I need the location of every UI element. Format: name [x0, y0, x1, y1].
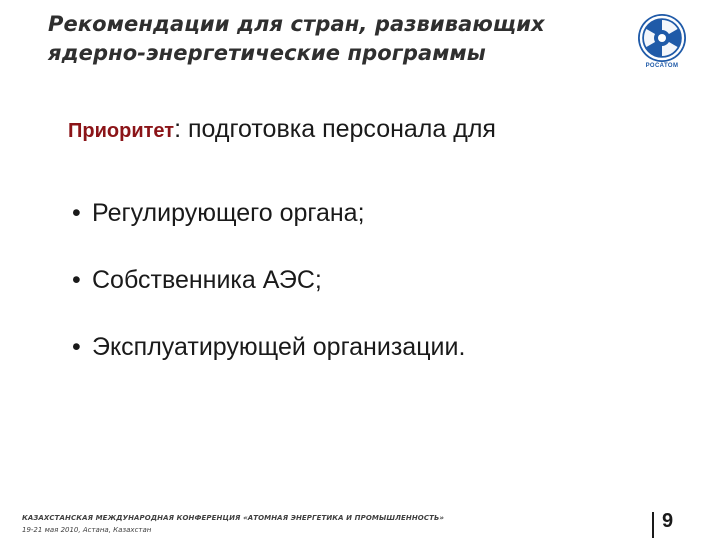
list-item-text: Эксплуатирующей организации. — [92, 333, 466, 361]
priority-statement — [68, 112, 688, 148]
footer-conference: КАЗАХСТАНСКАЯ МЕЖДУНАРОДНАЯ КОНФЕРЕНЦИЯ «АТОМНАЯ ЭНЕРГЕТИКА И ПРОМЫШЛЕННОСТЬ» — [22, 514, 445, 522]
bullet-symbol: • — [72, 333, 81, 361]
page-number: 9 — [662, 510, 674, 532]
list-item-text: Собственника АЭС; — [92, 266, 322, 294]
list-item — [72, 263, 692, 297]
list-item — [72, 330, 692, 364]
priority-text: : подготовка персонала для — [174, 115, 496, 143]
title-line-2: ядерно-энергетические программы — [48, 41, 486, 65]
bullet-symbol: • — [72, 199, 81, 227]
list-item — [72, 196, 692, 230]
footer-divider — [652, 512, 654, 538]
bullet-list — [72, 196, 692, 397]
priority-label: Приоритет — [68, 120, 175, 142]
footer — [0, 500, 720, 540]
bullet-symbol: • — [72, 266, 81, 294]
title-line-1: Рекомендации для стран, развивающих — [48, 12, 545, 36]
list-item-text: Регулирующего органа; — [92, 199, 365, 227]
logo-text: РОСАТОМ — [645, 63, 679, 69]
page-title — [48, 10, 618, 68]
footer-date-place: 19-21 мая 2010, Астана, Казахстан — [22, 526, 152, 534]
